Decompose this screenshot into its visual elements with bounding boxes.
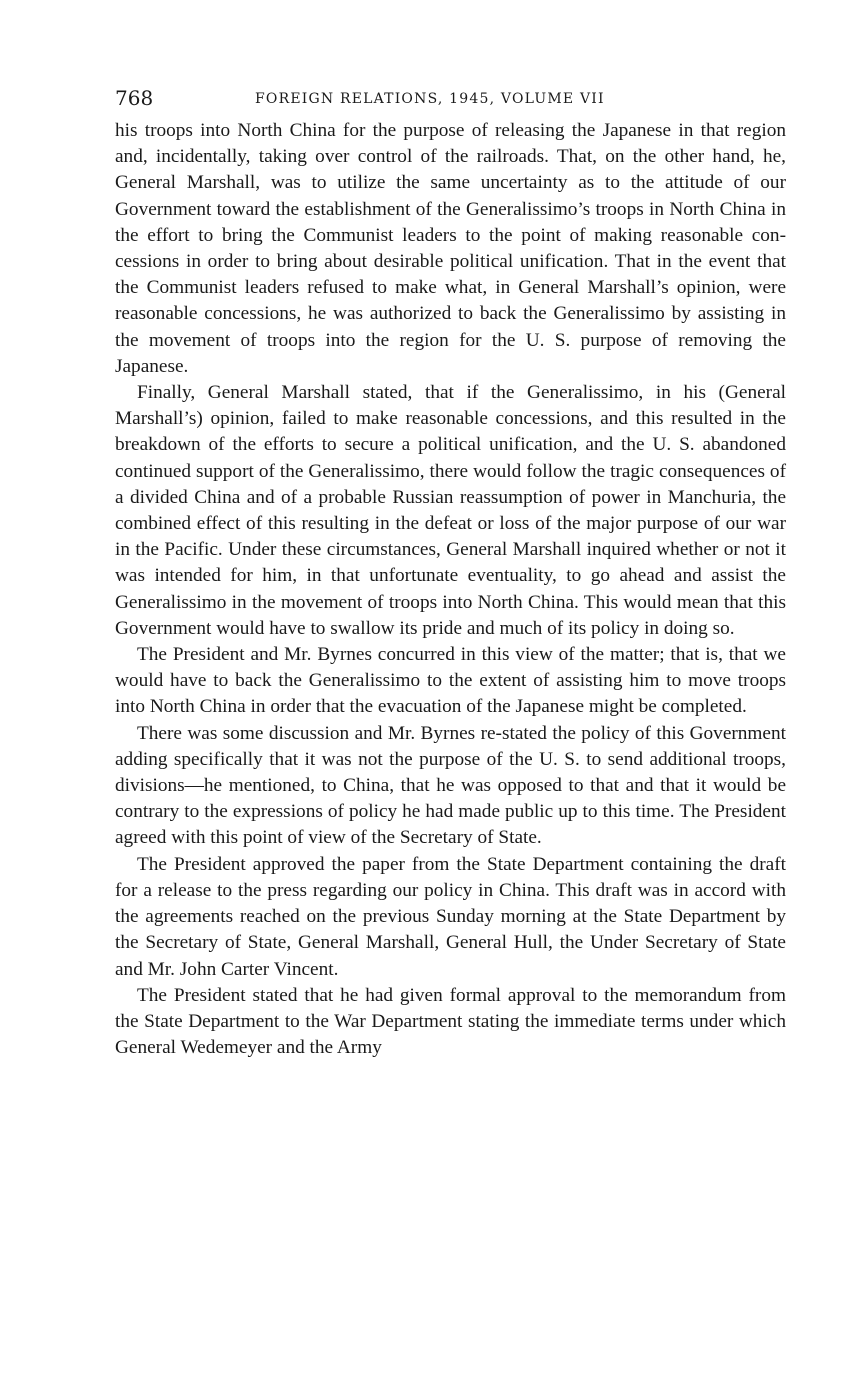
running-head xyxy=(115,84,786,118)
document-page xyxy=(115,84,786,1061)
paragraph: The President and Mr. Byrnes concurred in this view of the matter; that is, that we would have to back the Generalissimo to the extent of assisting him to move troops into North China in order that the evacuation of the Japanese might be completed. xyxy=(115,644,786,718)
paragraph-continued: his troops into North China for the purpose of releasing the Japanese in that region and, incidentally, taking over control of the railroads. That, on the other hand, he, General Marshall, was to utilize the same uncertainty as to the attitude of our Government toward the establishment of the Generalissimo’s troops in North China in the effort to bring the Communist leaders to the point of making reasonable concessions in order to bring about desirable political unification. That in the event that the Communist leaders refused to make what, in General Marshall’s opinion, were reasonable concessions, he was authorized to back the Generalissimo by assisting in the movement of troops into the region for the U. S. purpose of removing the Japanese. xyxy=(115,120,786,377)
running-title: FOREIGN RELATIONS, 1945, VOLUME VII xyxy=(255,91,605,107)
page-number: 768 xyxy=(115,86,154,110)
body-text xyxy=(115,118,786,1061)
paragraph: There was some discussion and Mr. Byrnes re-stated the policy of this Government adding specifically that it was not the purpose of the U. S. to send additional troops, divisions—he mentioned, to China, that he was opposed to that and that it would be contrary to the expressions of policy he had made public up to this time. The President agreed with this point of view of the Secretary of State. xyxy=(115,722,786,849)
paragraph: Finally, General Marshall stated, that if the Generalissimo, in his (General Marshall’s) opinion, failed to make reasonable concessions, and this resulted in the breakdown of the efforts to secure a political unification, and the U. S. abandoned continued support of the Generalissimo, there would follow the tragic consequences of a divided China and of a probable Russian reassumption of power in Manchuria, the combined effect of this resulting in the defeat or loss of the major purpose of our war in the Pacific. Under these circumstances, General Marshall inquired whether or not it was intended for him, in that unfortunate eventuality, to go ahead and assist the Generalissimo in the movement of troops into North China. This would mean that this Government would have to swallow its pride and much of its policy in doing so. xyxy=(115,382,786,639)
paragraph: The President approved the paper from the State Department containing the draft for a release to the press regarding our policy in China. This draft was in accord with the agreements reached on the previous Sunday morning at the State Department by the Secretary of State, General Marshall, General Hull, the Under Secretary of State and Mr. John Carter Vincent. xyxy=(115,853,786,980)
paragraph: The President stated that he had given formal approval to the memorandum from the State Department to the War Department stating the immediate terms under which General Wedemeyer and the Army xyxy=(115,984,786,1059)
